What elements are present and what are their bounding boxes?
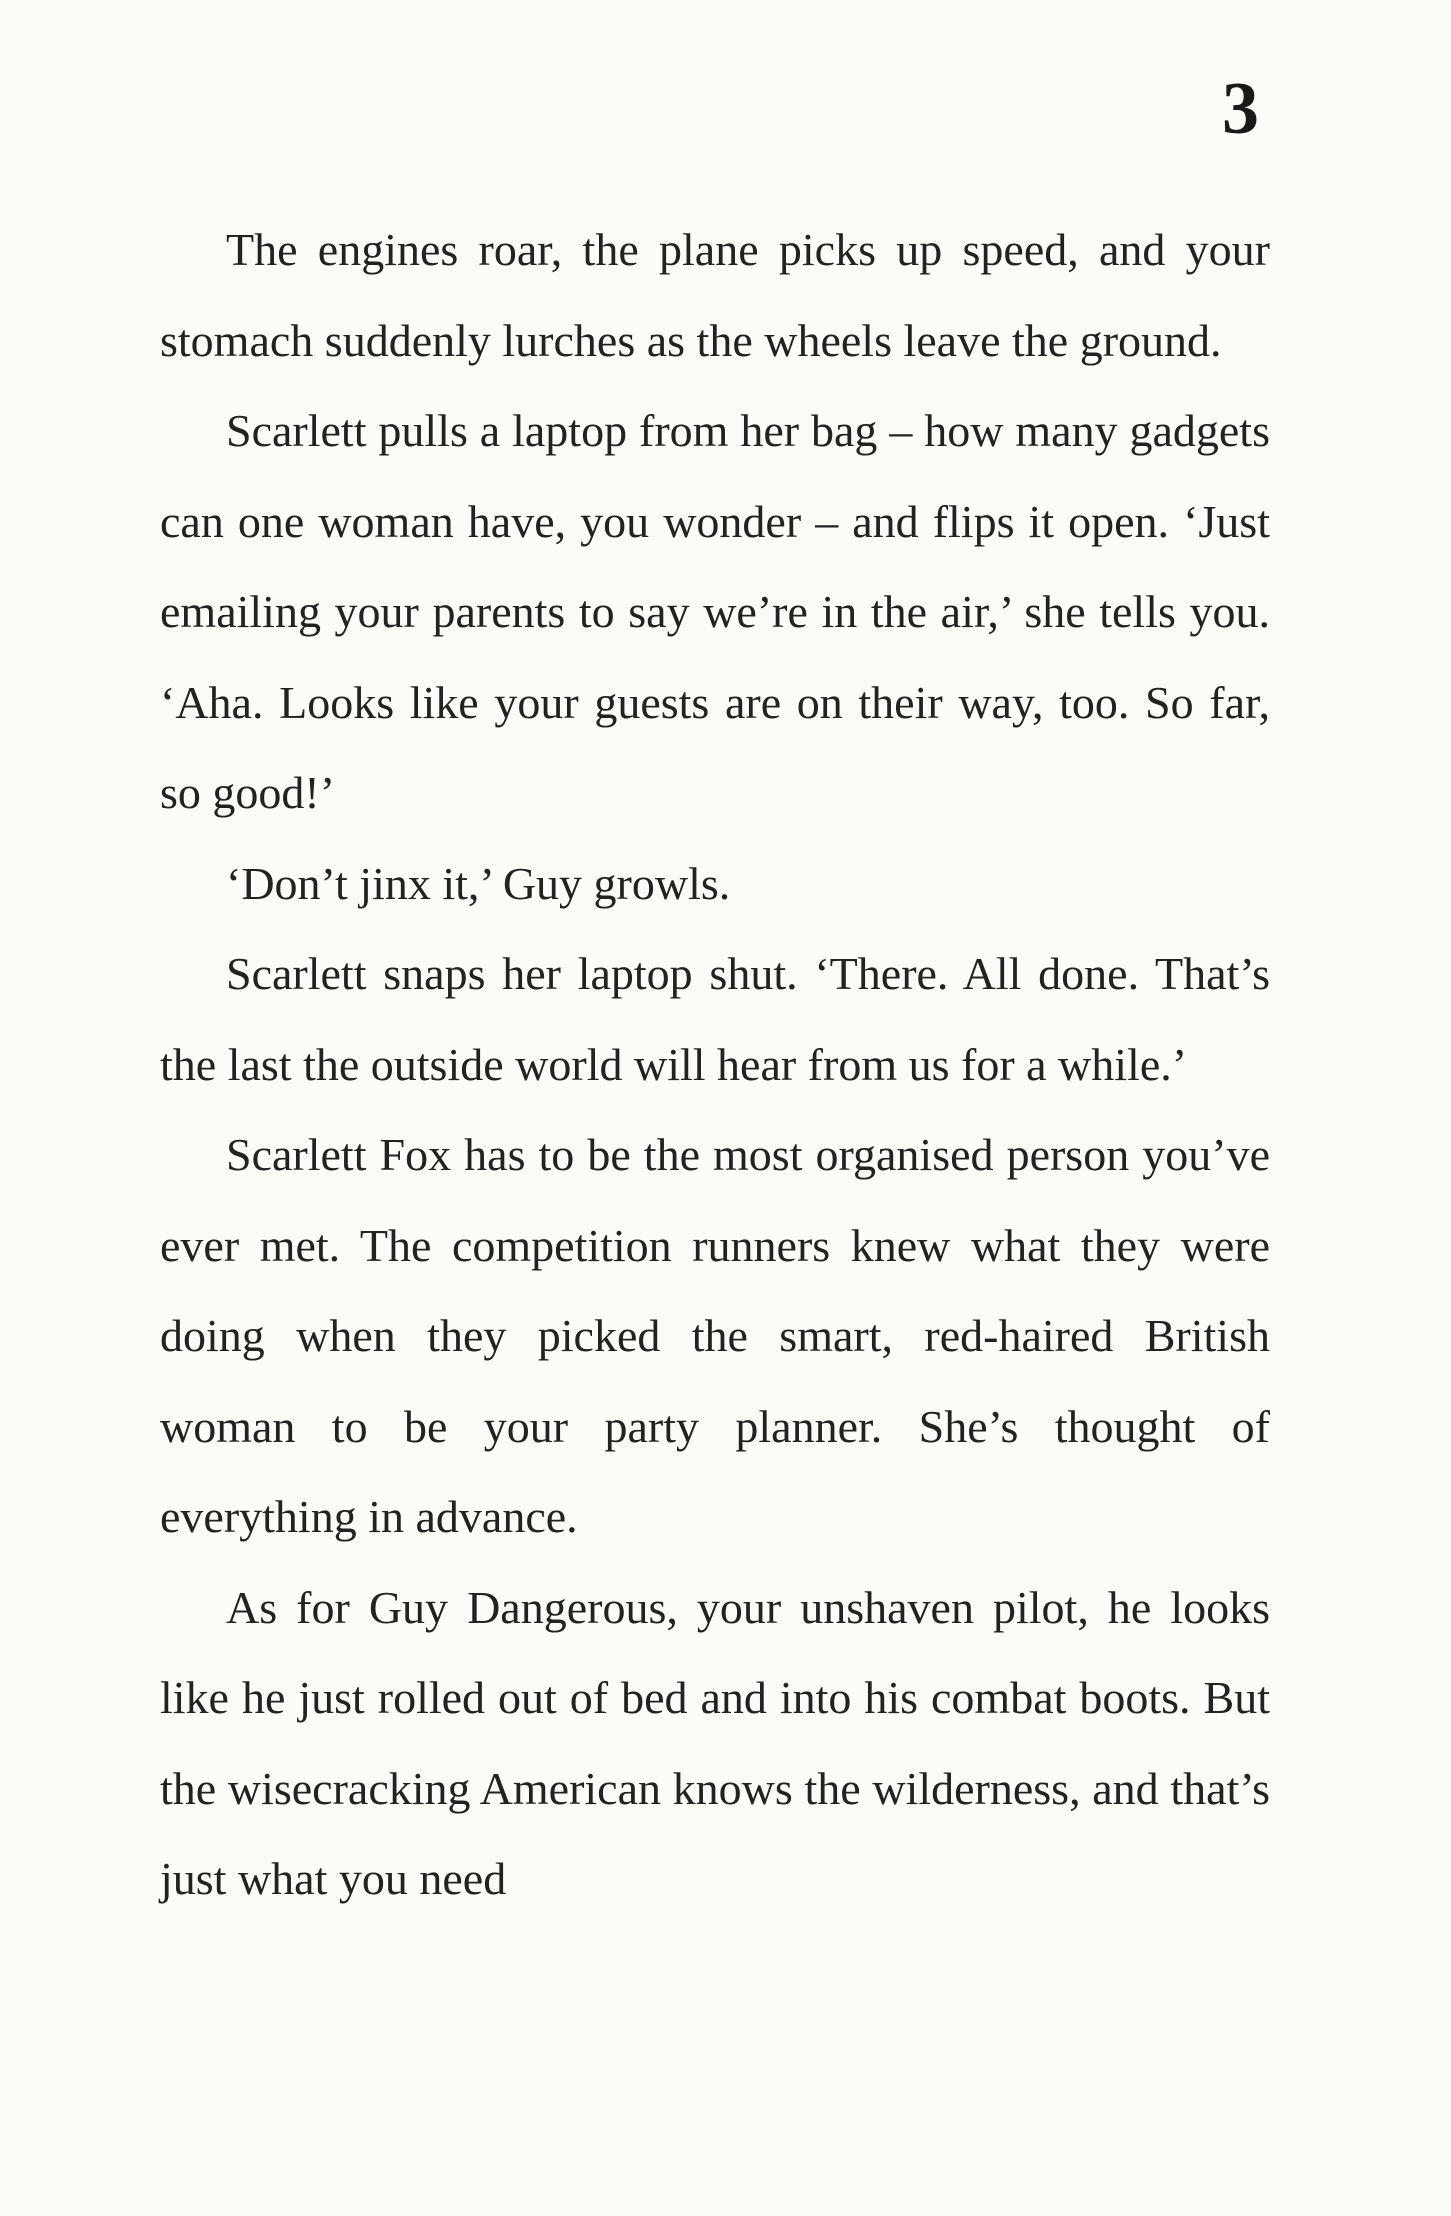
body-text <box>160 205 1270 1925</box>
paragraph: Scarlett Fox has to be the most organised person you’ve ever met. The competition runners knew what they were doing when they picked the smart, red-haired British woman to be your party planner. She’s thought of everything in advance. <box>160 1129 1270 1542</box>
paragraph: The engines roar, the plane picks up speed, and your stomach suddenly lurches as the wheels leave the ground. <box>160 224 1270 366</box>
page-number: 3 <box>1222 68 1259 150</box>
paragraph: As for Guy Dangerous, your unshaven pilot, he looks like he just rolled out of bed and into his combat boots. But the wisecracking American knows the wilderness, and that’s just what you need <box>160 1581 1270 1904</box>
paragraph: ‘Don’t jinx it,’ Guy growls. <box>226 857 731 909</box>
paragraph: Scarlett snaps her laptop shut. ‘There. All done. That’s the last the outside world will hear from us for a while.’ <box>160 948 1270 1090</box>
paragraph: Scarlett pulls a laptop from her bag – how many gadgets can one woman have, you wonder – and flips it open. ‘Just emailing your parents to say we’re in the air,’ she tells you. ‘Aha. Looks like your guests are on their way, too. So far, so good!’ <box>160 405 1270 818</box>
